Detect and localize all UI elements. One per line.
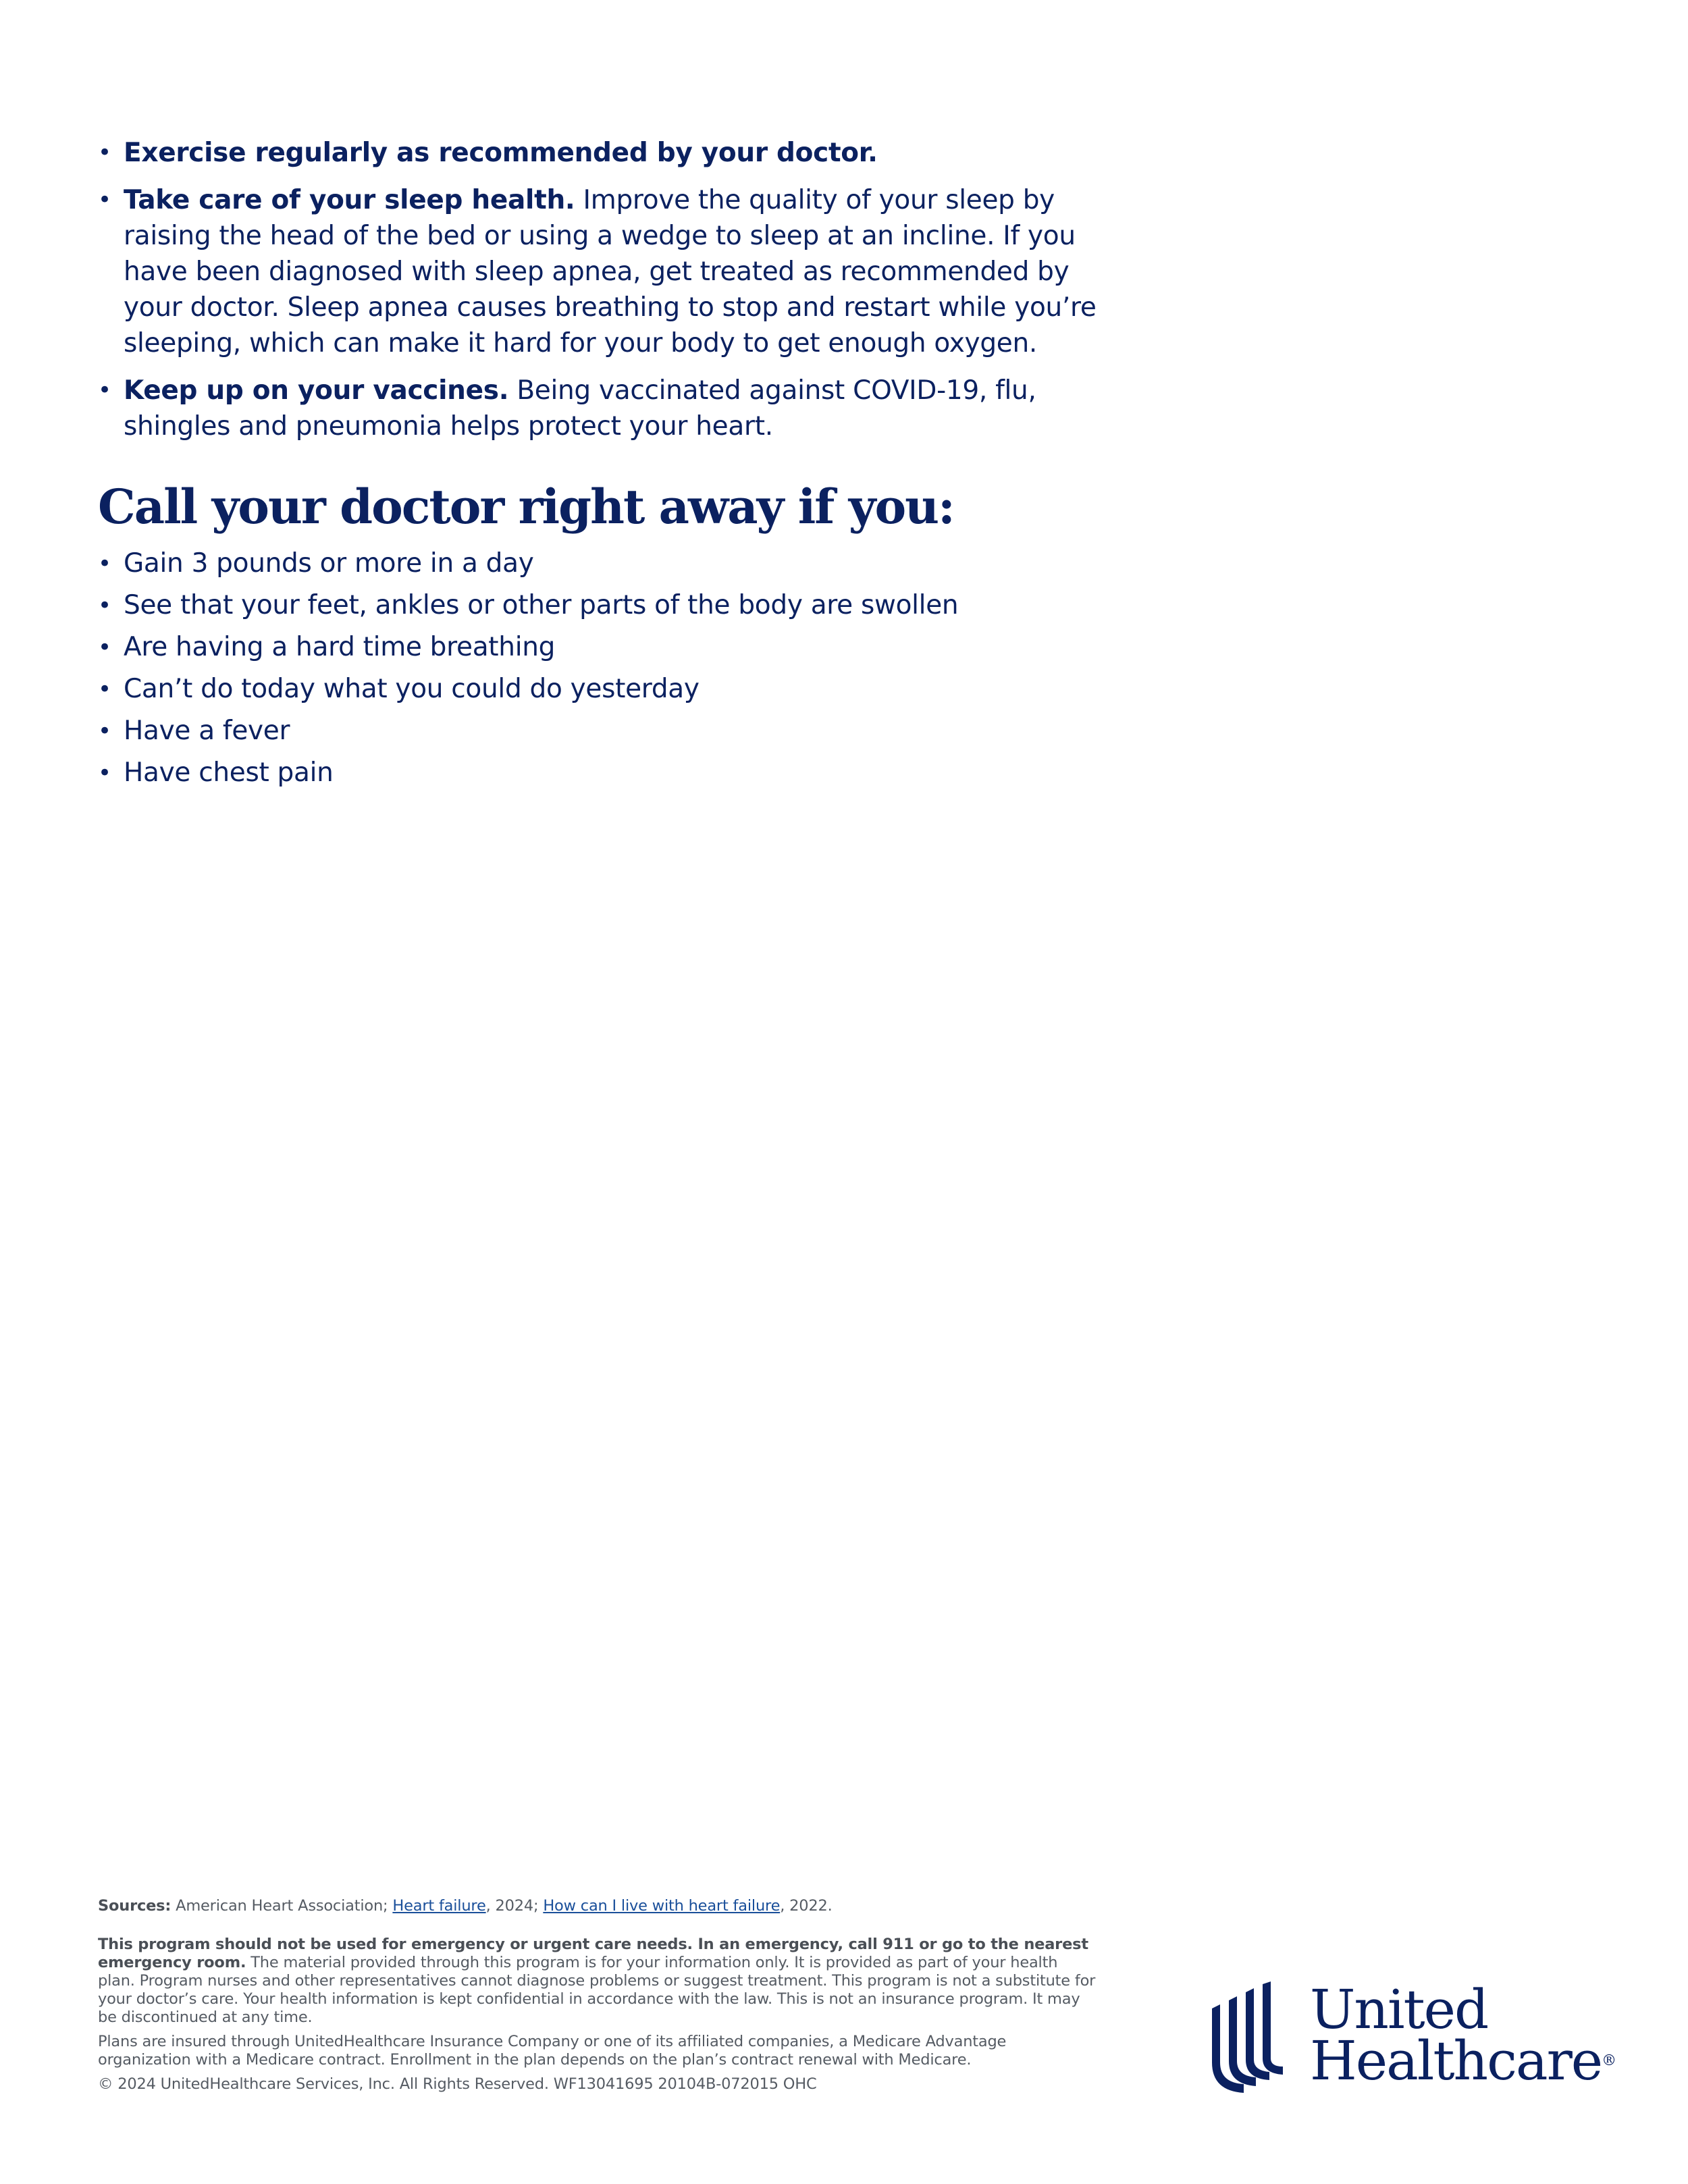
live-with-heart-failure-link[interactable]: How can I live with heart failure (543, 1897, 781, 1915)
tip-exercise-bold: Exercise regularly as recommended by your doctor. (124, 138, 878, 168)
disclaimer-text: The material provided through this program is for your information only. It is provided as part of your health plan. Program nurses and other representatives cannot diagnose problems or suggest treatment. This program is not a substitute for your doctor’s care. Your health information is kept confidential in accordance with the law. This is not an insurance program. It may be discontinued at any time. (98, 1954, 1096, 2026)
tip-exercise (98, 135, 1111, 171)
tip-vaccines (98, 373, 1111, 444)
list-item: • Can’t do today what you could do yesterday (98, 668, 1111, 710)
tips-list (98, 135, 1111, 444)
tip-vaccines-text: Being vaccinated against COVID-19, flu, shingles and pneumonia helps protect your heart. (124, 375, 1036, 442)
u-mark-icon (1209, 1981, 1293, 2100)
footer (98, 1897, 1097, 2100)
call-doctor-list (98, 543, 1111, 794)
sources-mid: , 2024; (485, 1897, 544, 1915)
disclaimer-bold: This program should not be used for emergency or urgent care needs. In an emergency, call 911 or go to the nearest emergency room. (98, 1936, 1088, 1971)
plans-text: Plans are insured through UnitedHealthcare Insurance Company or one of its affiliated companies, a Medicare Advantage organization with a Medicare contract. Enrollment in the plan depends on the plan’s contract renewal with Medicare. (98, 2033, 1007, 2069)
logo-line-healthcare-wrap (1310, 2029, 1617, 2092)
list-item: • See that your feet, ankles or other parts of the body are swollen (98, 585, 1111, 627)
call-doctor-heading: Call your doctor right away if you: (98, 479, 954, 535)
tip-sleep-bold: Take care of your sleep health. (124, 185, 575, 215)
heart-failure-link[interactable]: Heart failure (392, 1897, 486, 1915)
copyright-text: © 2024 UnitedHealthcare Services, Inc. All Rights Reserved. WF13041695 20104B-072015 OHC (98, 2075, 817, 2093)
unitedhealthcare-logo (1209, 1978, 1617, 2100)
sources-label: Sources: (98, 1897, 172, 1915)
tip-sleep (98, 182, 1111, 361)
list-item: • Have chest pain (98, 752, 1111, 794)
logo-wordmark (1310, 1978, 1617, 2092)
sources-line (98, 1897, 1097, 1915)
registered-mark: ® (1602, 2052, 1617, 2069)
sources-suffix: , 2022. (780, 1897, 833, 1915)
tip-vaccines-bold: Keep up on your vaccines. (124, 375, 509, 406)
logo-line-united: United (1310, 1978, 1488, 2041)
list-item: • Have a fever (98, 710, 1111, 752)
main-content (98, 135, 1111, 794)
list-item: • Gain 3 pounds or more in a day (98, 543, 1111, 585)
logo-line-healthcare: Healthcare (1310, 2029, 1602, 2092)
disclaimer (98, 1936, 1097, 2027)
tip-sleep-text: Improve the quality of your sleep by raising the head of the bed or using a wedge to sleep at an incline. If you have been diagnosed with sleep apnea, get treated as recommended by your doctor. Sleep apnea causes breathing to stop and restart while you’re sleeping, which can make it hard for your body to get enough oxygen. (124, 185, 1097, 358)
list-item: • Are having a hard time breathing (98, 627, 1111, 668)
sources-prefix: American Heart Association; (171, 1897, 393, 1915)
